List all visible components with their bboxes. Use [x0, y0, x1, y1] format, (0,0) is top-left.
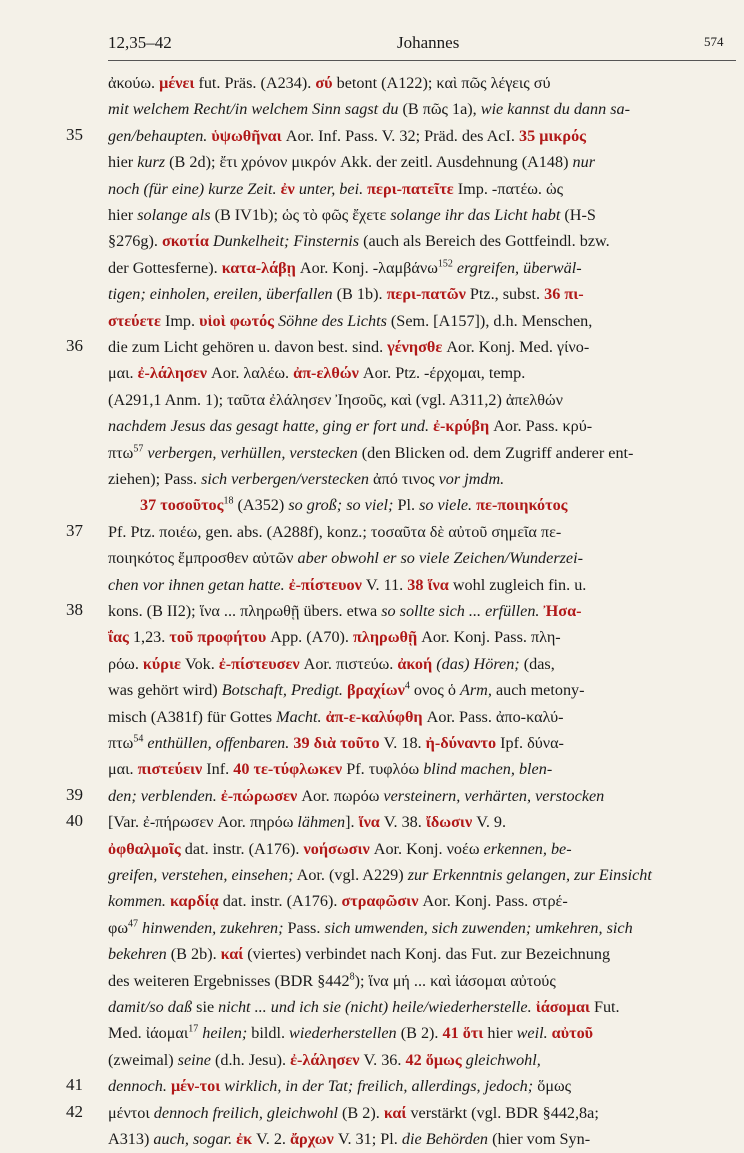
- greek-lemma: ἵνα: [358, 813, 380, 832]
- text-segment: (zweimal): [108, 1050, 178, 1069]
- text-segment: erkennen, be-: [483, 839, 572, 858]
- greek-lemma: σύ: [315, 74, 333, 92]
- greek-lemma: καί: [220, 945, 244, 964]
- text-line: [108, 1047, 736, 1073]
- greek-lemma: ὑψωθῆναι: [211, 126, 282, 145]
- greek-lemma: ἠ-δύναντο: [425, 734, 497, 752]
- text-segment: (B 2d); ἔτι χρόνον μικρόν Akk. der zeitl. Ausdehnung (A148): [165, 153, 573, 172]
- text-segment: des weiteren Ergebnisses (BDR §442: [108, 971, 350, 990]
- text-segment: versteinern, verhärten, verstocken: [383, 786, 605, 805]
- greek-lemma: καρδίᾳ: [170, 892, 219, 911]
- text-segment: Aor. Inf. Pass. V. 32; Präd. des AcI.: [281, 126, 519, 145]
- text-segment: sich verbergen/verstecken: [201, 470, 369, 488]
- text-segment: hier: [483, 1024, 517, 1043]
- verse-number: 35: [66, 124, 83, 144]
- text-segment: wirklich, in der Tat; freilich, allerdings, jedoch;: [220, 1077, 534, 1096]
- verse-number: 36: [66, 336, 83, 355]
- text-segment: heilen;: [198, 1024, 248, 1043]
- text-segment: zur Erkenntnis gelangen, zur Einsicht: [407, 866, 652, 884]
- text-line: [108, 836, 736, 862]
- text-segment: wohl zugleich fin. u.: [448, 575, 587, 594]
- footnote-superscript: 18: [223, 496, 234, 507]
- text-segment: Imp.: [160, 311, 200, 330]
- text-segment: Aor. Konj. Med. γίνο-: [442, 338, 590, 356]
- text-segment: hier: [108, 153, 138, 172]
- text-segment: betont (A122); καὶ πῶς λέγεις σύ: [332, 74, 551, 92]
- greek-lemma: ἰάσομαι: [535, 998, 590, 1016]
- footnote-superscript: 54: [133, 733, 144, 745]
- text-segment: Vok.: [180, 654, 219, 673]
- greek-lemma: ΐας: [108, 628, 129, 647]
- text-segment: weil.: [516, 1024, 552, 1043]
- text-segment: kons. (B II2); ἵνα ... πληρωθῇ übers. etwa: [108, 602, 382, 620]
- text-segment: V. 11.: [361, 575, 408, 594]
- text-segment: Aor. πιστεύω.: [299, 654, 398, 673]
- greek-lemma: 41 ὅτι: [442, 1024, 484, 1043]
- text-segment: dennoch.: [108, 1077, 171, 1096]
- text-segment: nur: [572, 153, 596, 172]
- header-rule: [108, 60, 736, 61]
- text-line: [108, 70, 736, 96]
- text-line: [108, 202, 736, 228]
- text-segment: (Sem. [A157]), d.h. Menschen,: [386, 311, 593, 330]
- chapter-range: 12,35–42: [108, 33, 172, 52]
- text-segment: (H-S: [560, 206, 596, 224]
- text-segment: 1,23.: [128, 628, 170, 647]
- text-segment: ρόω.: [108, 654, 143, 673]
- text-segment: gleichwohl,: [461, 1050, 541, 1069]
- text-segment: Aor. Konj. νοέω: [369, 839, 484, 858]
- text-segment: ); ἵνα μή ... καὶ ἰάσομαι αὐτούς: [354, 971, 556, 990]
- text-line: [108, 994, 736, 1020]
- text-segment: (B 2).: [337, 1103, 384, 1122]
- text-segment: so viele.: [419, 496, 477, 515]
- text-line: [108, 440, 736, 466]
- text-segment: dennoch freilich, gleichwohl: [153, 1103, 338, 1122]
- text-line: [108, 704, 736, 730]
- text-segment: hier: [108, 206, 138, 224]
- text-segment: misch (A381f) für Gottes: [108, 707, 277, 726]
- greek-lemma: καί: [383, 1103, 407, 1122]
- text-line: [108, 466, 736, 492]
- text-segment: Fut.: [589, 998, 620, 1016]
- text-segment: Dunkelheit; Finsternis: [208, 232, 360, 251]
- verse-number: 39: [66, 784, 83, 804]
- text-line: [108, 1100, 736, 1126]
- text-segment: mit welchem Recht/in welchem Sinn sagst du: [108, 100, 399, 119]
- text-segment: (das) Hören;: [432, 654, 520, 673]
- verse-number: 38: [66, 600, 83, 619]
- running-header: [108, 33, 728, 61]
- text-line: [108, 1073, 736, 1099]
- text-segment: μαι.: [108, 760, 138, 779]
- greek-lemma: ἐ-πώρωσεν: [220, 786, 298, 805]
- text-segment: Ptz., subst.: [465, 285, 545, 304]
- greek-lemma: ἐν: [280, 179, 295, 198]
- greek-lemma: ἀκοή: [397, 654, 433, 673]
- text-line: [108, 941, 736, 967]
- greek-lemma: πληρωθῇ: [353, 628, 418, 647]
- text-line: [108, 255, 736, 281]
- text-segment: sie: [192, 998, 219, 1016]
- text-line: [108, 572, 736, 598]
- text-line: [108, 915, 736, 941]
- text-segment: Pf. τυφλόω: [342, 760, 424, 779]
- text-segment: tigen; einholen, ereilen, überfallen: [108, 285, 333, 304]
- text-segment: unter, bei.: [294, 179, 368, 198]
- verse-number: 40: [66, 811, 83, 831]
- text-line: [108, 888, 736, 914]
- text-segment: App. (A70).: [266, 628, 354, 647]
- text-segment: nicht ... und ich sie (nicht) heile/wiederherstelle.: [218, 998, 536, 1016]
- text-segment: Aor. Konj. Pass. πλη-: [417, 628, 561, 647]
- text-line: [108, 1020, 736, 1046]
- footnote-superscript: 4: [404, 680, 410, 692]
- text-segment: φω: [108, 918, 128, 937]
- text-segment: so groß; so viel;: [288, 496, 394, 515]
- greek-lemma: 35 μικρός: [518, 126, 586, 145]
- text-segment: μέντοι: [108, 1103, 154, 1122]
- text-segment: Pass.: [283, 918, 325, 937]
- text-segment: Söhne des Lichts: [274, 311, 387, 330]
- greek-lemma: Ἠσα-: [543, 602, 582, 620]
- greek-lemma: ἐκ: [236, 1130, 253, 1148]
- text-segment: wiederherstellen: [289, 1024, 397, 1043]
- text-segment: sich umwenden, sich zuwenden; umkehren, sich: [324, 918, 633, 937]
- text-line: [108, 1126, 736, 1152]
- text-segment: Aor. Pass. ἀπο-καλύ-: [422, 707, 564, 726]
- text-segment: Macht.: [276, 707, 326, 726]
- text-segment: fut. Präs. (A234).: [194, 74, 316, 92]
- text-segment: Arm,: [459, 681, 492, 700]
- text-segment: πτω: [108, 443, 134, 462]
- text-segment: kommen.: [108, 892, 171, 911]
- text-segment: gen/behaupten.: [108, 126, 212, 145]
- text-segment: Med. ἰάομαι: [108, 1024, 189, 1043]
- text-segment: (B πῶς 1a),: [398, 100, 481, 119]
- text-segment: (viertes) verbindet nach Konj. das Fut. zur Bezeichnung: [243, 945, 611, 964]
- greek-lemma: βραχίων: [347, 681, 405, 700]
- text-line: [108, 651, 736, 677]
- text-segment: greifen, verstehen, einsehen;: [108, 866, 294, 884]
- text-line: [108, 387, 736, 413]
- text-segment: Pf. Ptz. ποιέω, gen. abs. (A288f), konz.; τοσαῦτα δὲ αὐτοῦ σημεῖα πε-: [108, 522, 562, 541]
- greek-lemma: νοήσωσιν: [303, 839, 370, 858]
- greek-lemma: ἐ-πίστευον: [288, 575, 362, 594]
- text-segment: (hier vom Syn-: [488, 1130, 591, 1148]
- greek-lemma: τοῦ προφήτου: [169, 628, 267, 647]
- text-line: [108, 492, 744, 518]
- text-segment: (B IV1b); ὡς τὸ φῶς ἔχετε: [210, 206, 391, 224]
- greek-lemma: ἐ-κρύβη: [433, 417, 490, 436]
- text-line: [108, 968, 736, 994]
- text-line: [108, 677, 736, 703]
- footnote-superscript: 152: [437, 258, 453, 270]
- text-segment: V. 36.: [359, 1050, 406, 1069]
- greek-lemma: περι-πατῶν: [386, 285, 466, 304]
- text-segment: dat. instr. (A176).: [218, 892, 342, 911]
- text-line: [108, 519, 736, 545]
- greek-lemma: ἄρχων: [290, 1130, 334, 1148]
- text-line: [108, 281, 736, 307]
- greek-lemma: γένησθε: [387, 338, 443, 356]
- text-line: [108, 545, 736, 571]
- text-segment: der Gottesferne).: [108, 258, 222, 277]
- text-segment: Aor. πωρόω: [297, 786, 384, 805]
- text-line: [108, 149, 736, 175]
- greek-lemma: στεύετε: [108, 311, 161, 330]
- greek-lemma: πε-ποιηκότος: [476, 496, 568, 515]
- text-segment: chen vor ihnen getan hatte.: [108, 575, 289, 594]
- greek-lemma: κύριε: [142, 654, 181, 673]
- text-line: [108, 862, 736, 888]
- greek-lemma: υἱοὶ φωτός: [199, 311, 275, 330]
- text-segment: Pl.: [393, 496, 420, 515]
- text-line: [108, 228, 736, 254]
- text-segment: wie kannst du dann sa-: [480, 100, 631, 119]
- text-segment: Imp. -πατέω. ὡς: [453, 179, 564, 198]
- text-segment: solange als: [137, 206, 211, 224]
- text-segment: seine: [177, 1050, 211, 1069]
- text-segment: bekehren: [108, 945, 167, 964]
- text-segment: Aor. Konj. -λαμβάνω: [295, 258, 438, 277]
- greek-lemma: σκοτία: [161, 232, 209, 251]
- greek-lemma: κατα-λάβῃ: [221, 258, 296, 277]
- greek-lemma: ἐ-λάλησεν: [290, 1050, 360, 1069]
- text-line: [108, 756, 736, 782]
- text-segment: A313): [108, 1130, 154, 1148]
- verse-number: 42: [66, 1101, 83, 1121]
- text-segment: ἀπό τινος: [369, 470, 439, 488]
- text-line: [108, 730, 736, 756]
- text-segment: hinwenden, zukehren;: [138, 918, 284, 937]
- page-number: 574: [704, 34, 724, 49]
- text-segment: enthüllen, offenbaren.: [143, 734, 294, 752]
- text-segment: (B 2).: [396, 1024, 443, 1043]
- text-segment: was gehört wird): [108, 681, 222, 700]
- text-segment: bildl.: [247, 1024, 290, 1043]
- text-segment: §276g).: [108, 232, 162, 251]
- greek-lemma: περι-πατεῖτε: [367, 179, 454, 198]
- greek-lemma: μένει: [159, 74, 195, 92]
- book-title: Johannes: [397, 33, 460, 52]
- text-segment: ὅμως: [533, 1077, 572, 1096]
- greek-lemma: 36 πι-: [544, 285, 584, 304]
- text-line: [108, 624, 736, 650]
- text-line: [108, 413, 736, 439]
- text-segment: ποιηκότος ἔμπροσθεν αὐτῶν: [108, 549, 298, 568]
- text-line: [108, 334, 736, 360]
- text-segment: vor jmdm.: [438, 470, 505, 488]
- text-segment: ergreifen, überwäl-: [452, 258, 582, 277]
- text-segment: kurz: [137, 153, 166, 172]
- text-segment: (B 1b).: [332, 285, 387, 304]
- text-segment: solange ihr das Licht habt: [390, 206, 561, 224]
- text-segment: V. 2.: [252, 1130, 291, 1148]
- greek-lemma: πιστεύειν: [137, 760, 203, 779]
- greek-lemma: 39 διὰ τοῦτο: [293, 734, 380, 752]
- footnote-superscript: 57: [133, 443, 144, 455]
- text-segment: verstärkt (vgl. BDR §442,8a;: [406, 1103, 599, 1122]
- text-segment: nachdem Jesus das gesagt hatte, ging er fort und.: [108, 417, 434, 436]
- text-segment: blind machen, blen-: [423, 760, 553, 779]
- greek-lemma: ἀπ-ε-καλύφθη: [325, 707, 423, 726]
- greek-lemma: 40 τε-τύφλωκεν: [233, 760, 343, 779]
- text-segment: dat. instr. (A176).: [180, 839, 304, 858]
- text-segment: Aor. λαλέω.: [207, 364, 294, 383]
- text-segment: (A352): [233, 496, 289, 515]
- greek-lemma: μέν-τοι: [170, 1077, 221, 1096]
- text-line: [108, 123, 736, 149]
- text-segment: (das,: [519, 654, 555, 673]
- text-segment: Aor. (vgl. A229): [293, 866, 408, 884]
- text-segment: V. 18.: [379, 734, 426, 752]
- text-segment: Botschaft, Predigt.: [221, 681, 348, 700]
- text-segment: aber obwohl er so viele Zeichen/Wunderzei-: [297, 549, 584, 568]
- text-segment: Ipf. δύνα-: [496, 734, 564, 752]
- text-segment: V. 38.: [379, 813, 426, 832]
- text-segment: Inf.: [202, 760, 234, 779]
- greek-lemma: 42 ὅμως: [405, 1050, 462, 1069]
- text-line: [108, 783, 736, 809]
- text-line: [108, 176, 736, 202]
- verse-number: 41: [66, 1075, 83, 1095]
- greek-lemma: 38 ἵνα: [407, 575, 449, 594]
- text-line: [108, 809, 736, 835]
- text-segment: V. 31; Pl.: [333, 1130, 402, 1148]
- greek-lemma: 37 τοσοῦτος: [140, 496, 224, 515]
- text-segment: damit/so daß: [108, 998, 193, 1016]
- text-segment: Aor. Pass. κρύ-: [489, 417, 593, 436]
- greek-lemma: στραφῶσιν: [341, 892, 419, 911]
- text-segment: auch metony-: [491, 681, 585, 700]
- text-segment: ziehen); Pass.: [108, 470, 202, 488]
- text-segment: (den Blicken od. dem Zugriff anderer ent-: [357, 443, 634, 462]
- text-segment: die Behörden: [401, 1130, 489, 1148]
- text-line: [108, 360, 736, 386]
- text-segment: so sollte sich ... erfüllen.: [381, 602, 544, 620]
- text-segment: Aor. Konj. Pass. στρέ-: [418, 892, 568, 911]
- footnote-superscript: 47: [128, 918, 138, 930]
- greek-lemma: ἀπ-ελθών: [293, 364, 359, 383]
- footnote-superscript: 8: [349, 971, 355, 983]
- text-segment: (B 2b).: [166, 945, 221, 964]
- text-segment: V. 9.: [472, 813, 507, 832]
- greek-lemma: ἴδωσιν: [425, 813, 473, 832]
- text-segment: ].: [345, 813, 359, 832]
- text-segment: (A291,1 Anm. 1); ταῦτα ἐλάλησεν Ἰησοῦς, καὶ (vgl. A311,2) ἀπελθών: [108, 390, 563, 409]
- text-segment: noch (für eine) kurze Zeit.: [108, 179, 281, 198]
- text-segment: auch, sogar.: [153, 1130, 237, 1148]
- text-segment: [Var. ἐ-πήρωσεν Aor. πηρόω: [108, 813, 298, 832]
- greek-lemma: ἐ-πίστευσεν: [218, 654, 300, 673]
- text-segment: ονος ὁ: [409, 681, 460, 700]
- text-segment: Aor. Ptz. -έρχομαι, temp.: [358, 364, 526, 383]
- text-line: [108, 598, 736, 624]
- text-segment: die zum Licht gehören u. davon best. sind.: [108, 338, 388, 356]
- greek-lemma: ἐ-λάλησεν: [137, 364, 207, 383]
- text-segment: μαι.: [108, 364, 138, 383]
- text-segment: verbergen, verhüllen, verstecken: [143, 443, 358, 462]
- text-segment: (d.h. Jesu).: [210, 1050, 291, 1069]
- greek-lemma: ὀφθαλμοῖς: [108, 839, 181, 858]
- text-segment: πτω: [108, 734, 134, 752]
- text-segment: lähmen: [297, 813, 346, 832]
- text-segment: den; verblenden.: [108, 786, 221, 805]
- text-line: [108, 308, 736, 334]
- text-line: [108, 96, 736, 122]
- greek-lemma: αὐτοῦ: [551, 1024, 594, 1043]
- verse-number: 37: [66, 520, 83, 540]
- footnote-superscript: 17: [188, 1024, 199, 1035]
- text-segment: (auch als Bereich des Gottfeindl. bzw.: [359, 232, 610, 251]
- text-segment: ἀκούω.: [108, 74, 160, 92]
